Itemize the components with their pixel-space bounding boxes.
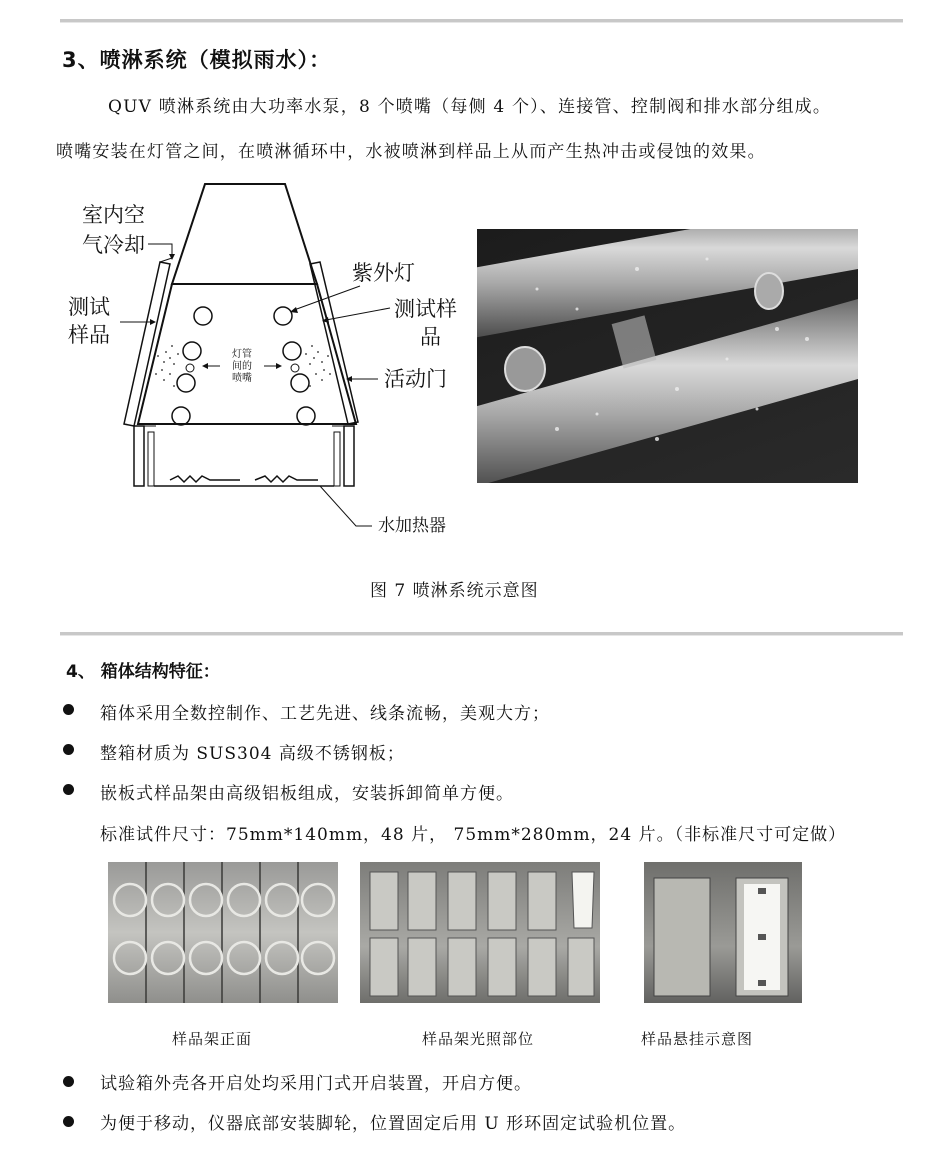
standard-size-line: 标准试件尺寸：75mm*140mm，48 片， 75mm*280mm，24 片。（非标准尺寸可定做） [100,825,847,845]
spray-system-diagram [60,176,480,546]
photo-caption-1: 样品架正面 [172,1030,253,1048]
bullet-dot [63,744,74,755]
middle-divider [60,632,903,636]
sample-rack-lit-photo [360,862,600,1003]
spray-desc-line-1: QUV 喷淋系统由大功率水泵，8 个喷嘴（每侧 4 个）、连接管、控制阀和排水部分组成。 [108,97,832,117]
feature-bullet-3: 嵌板式样品架由高级铝板组成，安装拆卸简单方便。 [100,784,514,804]
spray-nozzle-photo [477,229,858,483]
section-4-title: 4、 箱体结构特征： [66,662,220,682]
top-divider [60,19,903,23]
feature-bullet-4: 试验箱外壳各开启处均采用门式开启装置，开启方便。 [100,1074,532,1094]
sample-hanging-photo [644,862,802,1003]
figure-7-caption: 图 7 喷淋系统示意图 [370,581,539,601]
uv-lamp-label: 紫外灯 [352,261,415,285]
indoor-air-label-1: 室内空 [82,203,145,227]
bullet-dot [63,1116,74,1127]
test-sample-right-label-2: 品 [420,325,441,349]
nozzle-label-2: 间的 [232,361,252,372]
nozzle-label-3: 喷嘴 [232,373,252,384]
test-sample-left-label-1: 测试 [68,295,110,319]
nozzle-label-1: 灯管 [232,349,252,360]
bullet-dot [63,1076,74,1087]
photo-caption-3: 样品悬挂示意图 [641,1030,754,1048]
test-sample-left-label-2: 样品 [68,323,110,347]
bullet-dot [63,784,74,795]
feature-bullet-5: 为便于移动，仪器底部安装脚轮，位置固定后用 U 形环固定试验机位置。 [100,1114,687,1134]
spray-desc-line-2: 喷嘴安装在灯管之间，在喷淋循环中，水被喷淋到样品上从而产生热冲击或侵蚀的效果。 [56,142,766,162]
movable-door-label: 活动门 [384,367,447,391]
feature-bullet-2: 整箱材质为 SUS304 高级不锈钢板； [100,744,405,764]
indoor-air-label-2: 气冷却 [82,233,145,257]
bullet-dot [63,704,74,715]
photo-caption-2: 样品架光照部位 [422,1030,535,1048]
section-3-title: 3、喷淋系统（模拟雨水）： [62,48,332,72]
water-heater-label: 水加热器 [378,516,446,536]
sample-rack-front-photo [108,862,338,1003]
test-sample-right-label-1: 测试样 [394,297,457,321]
feature-bullet-1: 箱体采用全数控制作、工艺先进、线条流畅，美观大方； [100,704,550,724]
